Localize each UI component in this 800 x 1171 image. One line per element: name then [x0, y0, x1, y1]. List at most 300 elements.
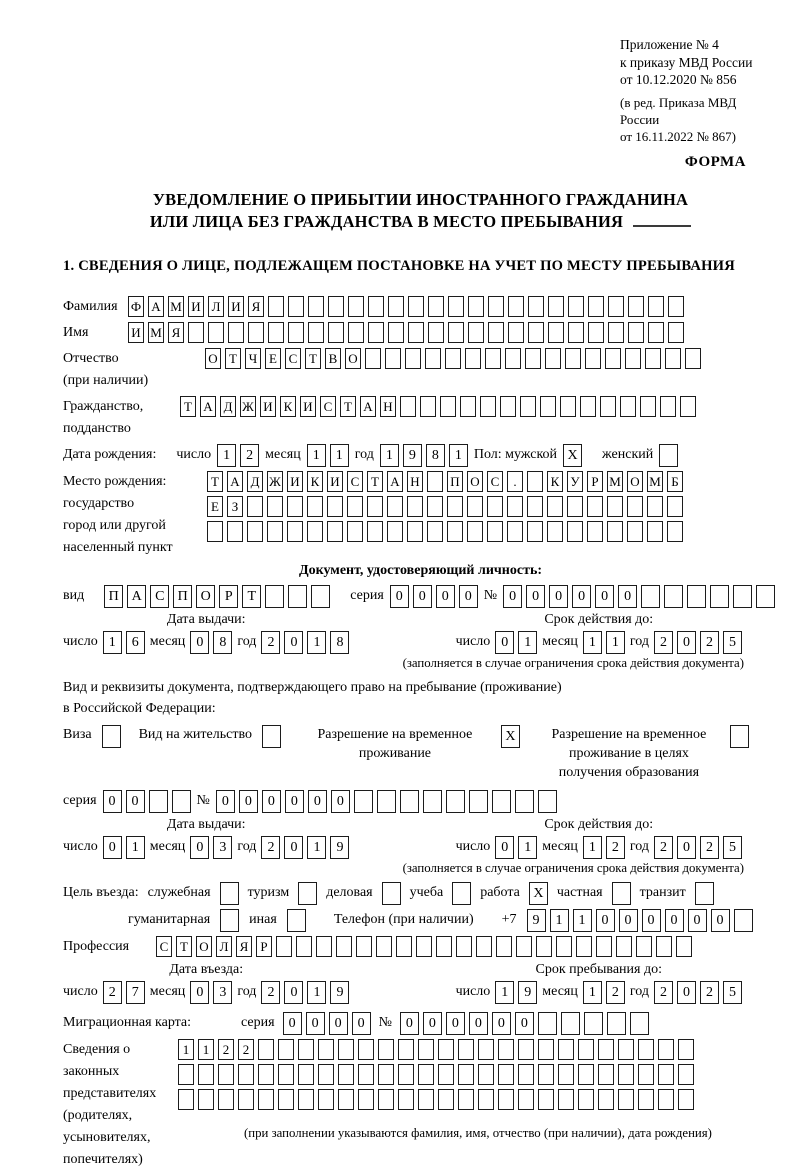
temp-residence-education-checkbox[interactable]: [730, 725, 749, 748]
char-cell[interactable]: 0: [469, 1012, 488, 1035]
char-cell[interactable]: [149, 790, 168, 813]
char-cell[interactable]: [600, 396, 616, 417]
char-cell[interactable]: 0: [262, 790, 281, 813]
phone-boxes[interactable]: [527, 909, 753, 932]
patronymic-boxes[interactable]: [205, 348, 701, 369]
char-cell[interactable]: [258, 1039, 274, 1060]
char-cell[interactable]: Т: [305, 348, 321, 369]
char-cell[interactable]: 6: [126, 631, 145, 654]
char-cell[interactable]: К: [547, 471, 563, 492]
char-cell[interactable]: [228, 322, 244, 343]
char-cell[interactable]: П: [447, 471, 463, 492]
char-cell[interactable]: 2: [700, 836, 719, 859]
char-cell[interactable]: 0: [306, 1012, 325, 1035]
char-cell[interactable]: [318, 1064, 334, 1085]
char-cell[interactable]: [518, 1064, 534, 1085]
mc-series-boxes[interactable]: [283, 1012, 371, 1035]
char-cell[interactable]: [238, 1064, 254, 1085]
char-cell[interactable]: 0: [190, 631, 209, 654]
char-cell[interactable]: 0: [459, 585, 478, 608]
char-cell[interactable]: 2: [700, 631, 719, 654]
char-cell[interactable]: [560, 396, 576, 417]
char-cell[interactable]: С: [285, 348, 301, 369]
stay-number-boxes[interactable]: [216, 790, 557, 813]
char-cell[interactable]: [638, 1039, 654, 1060]
char-cell[interactable]: [220, 882, 239, 905]
char-cell[interactable]: [438, 1039, 454, 1060]
char-cell[interactable]: [265, 585, 284, 608]
char-cell[interactable]: 9: [518, 981, 537, 1004]
char-cell[interactable]: 0: [352, 1012, 371, 1035]
char-cell[interactable]: [338, 1064, 354, 1085]
char-cell[interactable]: [208, 322, 224, 343]
char-cell[interactable]: [668, 296, 684, 317]
char-cell[interactable]: [485, 348, 501, 369]
char-cell[interactable]: Я: [248, 296, 264, 317]
char-cell[interactable]: [487, 521, 503, 542]
char-cell[interactable]: Н: [380, 396, 396, 417]
char-cell[interactable]: [311, 585, 330, 608]
char-cell[interactable]: [612, 882, 631, 905]
char-cell[interactable]: [356, 936, 372, 957]
char-cell[interactable]: [584, 1012, 603, 1035]
char-cell[interactable]: [730, 725, 749, 748]
char-cell[interactable]: С: [320, 396, 336, 417]
char-cell[interactable]: Р: [256, 936, 272, 957]
char-cell[interactable]: [198, 1064, 214, 1085]
char-cell[interactable]: 1: [583, 981, 602, 1004]
birth-year-boxes[interactable]: [380, 444, 468, 467]
birth-day-boxes[interactable]: [217, 444, 259, 467]
char-cell[interactable]: [460, 396, 476, 417]
char-cell[interactable]: [576, 936, 592, 957]
char-cell[interactable]: [498, 1064, 514, 1085]
char-cell[interactable]: 8: [330, 631, 349, 654]
char-cell[interactable]: [420, 396, 436, 417]
char-cell[interactable]: [268, 296, 284, 317]
char-cell[interactable]: [328, 322, 344, 343]
char-cell[interactable]: [598, 1064, 614, 1085]
stay-until-day[interactable]: [495, 981, 537, 1004]
char-cell[interactable]: Б: [667, 471, 683, 492]
char-cell[interactable]: [400, 396, 416, 417]
char-cell[interactable]: 0: [190, 836, 209, 859]
char-cell[interactable]: [507, 521, 523, 542]
char-cell[interactable]: 1: [449, 444, 468, 467]
char-cell[interactable]: [578, 1089, 594, 1110]
char-cell[interactable]: 3: [213, 836, 232, 859]
char-cell[interactable]: 1: [126, 836, 145, 859]
char-cell[interactable]: [358, 1064, 374, 1085]
char-cell[interactable]: 2: [261, 631, 280, 654]
char-cell[interactable]: 1: [583, 836, 602, 859]
char-cell[interactable]: П: [173, 585, 192, 608]
char-cell[interactable]: М: [607, 471, 623, 492]
citizenship-boxes[interactable]: [180, 396, 696, 417]
char-cell[interactable]: 0: [572, 585, 591, 608]
char-cell[interactable]: [308, 296, 324, 317]
char-cell[interactable]: У: [567, 471, 583, 492]
char-cell[interactable]: [288, 296, 304, 317]
char-cell[interactable]: И: [287, 471, 303, 492]
char-cell[interactable]: [618, 1089, 634, 1110]
char-cell[interactable]: [220, 909, 239, 932]
char-cell[interactable]: П: [104, 585, 123, 608]
char-cell[interactable]: [446, 790, 465, 813]
char-cell[interactable]: [607, 1012, 626, 1035]
char-cell[interactable]: 0: [677, 836, 696, 859]
char-cell[interactable]: О: [205, 348, 221, 369]
char-cell[interactable]: 0: [526, 585, 545, 608]
char-cell[interactable]: [298, 882, 317, 905]
char-cell[interactable]: [568, 322, 584, 343]
stay-valid-day[interactable]: [495, 836, 537, 859]
char-cell[interactable]: 0: [677, 981, 696, 1004]
char-cell[interactable]: О: [345, 348, 361, 369]
char-cell[interactable]: [316, 936, 332, 957]
doc-type-boxes[interactable]: [104, 585, 330, 608]
char-cell[interactable]: 0: [329, 1012, 348, 1035]
char-cell[interactable]: [198, 1089, 214, 1110]
char-cell[interactable]: [515, 790, 534, 813]
char-cell[interactable]: [588, 322, 604, 343]
char-cell[interactable]: 0: [190, 981, 209, 1004]
char-cell[interactable]: [687, 585, 706, 608]
char-cell[interactable]: [668, 322, 684, 343]
char-cell[interactable]: [423, 790, 442, 813]
char-cell[interactable]: 0: [665, 909, 684, 932]
char-cell[interactable]: И: [128, 322, 144, 343]
char-cell[interactable]: Ж: [267, 471, 283, 492]
char-cell[interactable]: [567, 521, 583, 542]
char-cell[interactable]: [447, 521, 463, 542]
char-cell[interactable]: 0: [284, 631, 303, 654]
char-cell[interactable]: [400, 790, 419, 813]
char-cell[interactable]: Л: [208, 296, 224, 317]
char-cell[interactable]: А: [200, 396, 216, 417]
char-cell[interactable]: [367, 496, 383, 517]
char-cell[interactable]: 2: [261, 981, 280, 1004]
char-cell[interactable]: [734, 909, 753, 932]
purpose-private-checkbox[interactable]: [612, 882, 631, 905]
char-cell[interactable]: [540, 396, 556, 417]
purpose-study-checkbox[interactable]: [452, 882, 471, 905]
char-cell[interactable]: [267, 521, 283, 542]
char-cell[interactable]: [547, 521, 563, 542]
char-cell[interactable]: [678, 1039, 694, 1060]
char-cell[interactable]: [438, 1064, 454, 1085]
char-cell[interactable]: [328, 296, 344, 317]
char-cell[interactable]: [427, 471, 443, 492]
char-cell[interactable]: [548, 296, 564, 317]
char-cell[interactable]: [518, 1089, 534, 1110]
doc-number-boxes[interactable]: [503, 585, 775, 608]
char-cell[interactable]: [695, 882, 714, 905]
char-cell[interactable]: [558, 1089, 574, 1110]
char-cell[interactable]: 0: [503, 585, 522, 608]
char-cell[interactable]: [658, 1039, 674, 1060]
char-cell[interactable]: 0: [284, 836, 303, 859]
char-cell[interactable]: 0: [595, 585, 614, 608]
char-cell[interactable]: [527, 521, 543, 542]
char-cell[interactable]: [656, 936, 672, 957]
char-cell[interactable]: [638, 1089, 654, 1110]
char-cell[interactable]: С: [156, 936, 172, 957]
char-cell[interactable]: 0: [103, 836, 122, 859]
char-cell[interactable]: [468, 322, 484, 343]
char-cell[interactable]: [607, 496, 623, 517]
char-cell[interactable]: 2: [654, 981, 673, 1004]
char-cell[interactable]: [625, 348, 641, 369]
char-cell[interactable]: Т: [340, 396, 356, 417]
char-cell[interactable]: 1: [198, 1039, 214, 1060]
char-cell[interactable]: [452, 882, 471, 905]
char-cell[interactable]: 2: [654, 631, 673, 654]
char-cell[interactable]: [447, 496, 463, 517]
char-cell[interactable]: [178, 1089, 194, 1110]
char-cell[interactable]: X: [501, 725, 520, 748]
doc-issue-day[interactable]: [103, 631, 145, 654]
char-cell[interactable]: 8: [213, 631, 232, 654]
char-cell[interactable]: [382, 882, 401, 905]
char-cell[interactable]: 1: [518, 836, 537, 859]
char-cell[interactable]: [348, 296, 364, 317]
char-cell[interactable]: [547, 496, 563, 517]
sex-male-checkbox[interactable]: [563, 444, 582, 467]
doc-valid-day[interactable]: [495, 631, 537, 654]
char-cell[interactable]: 0: [642, 909, 661, 932]
char-cell[interactable]: [398, 1089, 414, 1110]
char-cell[interactable]: [378, 1089, 394, 1110]
char-cell[interactable]: [458, 1089, 474, 1110]
char-cell[interactable]: [458, 1039, 474, 1060]
char-cell[interactable]: [558, 1039, 574, 1060]
char-cell[interactable]: [336, 936, 352, 957]
char-cell[interactable]: [296, 936, 312, 957]
doc-issue-year[interactable]: [261, 631, 349, 654]
char-cell[interactable]: [587, 496, 603, 517]
char-cell[interactable]: [558, 1064, 574, 1085]
char-cell[interactable]: [733, 585, 752, 608]
char-cell[interactable]: 1: [217, 444, 236, 467]
char-cell[interactable]: Я: [236, 936, 252, 957]
char-cell[interactable]: 1: [380, 444, 399, 467]
stay-until-month[interactable]: [583, 981, 625, 1004]
char-cell[interactable]: [408, 322, 424, 343]
char-cell[interactable]: Л: [216, 936, 232, 957]
char-cell[interactable]: [538, 1064, 554, 1085]
char-cell[interactable]: Д: [220, 396, 236, 417]
char-cell[interactable]: [647, 521, 663, 542]
char-cell[interactable]: 0: [423, 1012, 442, 1035]
char-cell[interactable]: [327, 496, 343, 517]
char-cell[interactable]: [488, 296, 504, 317]
sex-female-checkbox[interactable]: [659, 444, 678, 467]
char-cell[interactable]: И: [188, 296, 204, 317]
char-cell[interactable]: [276, 936, 292, 957]
doc-issue-month[interactable]: [190, 631, 232, 654]
char-cell[interactable]: [102, 725, 121, 748]
char-cell[interactable]: 1: [573, 909, 592, 932]
char-cell[interactable]: [467, 496, 483, 517]
char-cell[interactable]: 2: [606, 981, 625, 1004]
char-cell[interactable]: [616, 936, 632, 957]
doc-series-boxes[interactable]: [390, 585, 478, 608]
char-cell[interactable]: [628, 296, 644, 317]
char-cell[interactable]: 3: [213, 981, 232, 1004]
char-cell[interactable]: [561, 1012, 580, 1035]
char-cell[interactable]: [498, 1089, 514, 1110]
char-cell[interactable]: [388, 322, 404, 343]
char-cell[interactable]: [665, 348, 681, 369]
char-cell[interactable]: [396, 936, 412, 957]
char-cell[interactable]: [268, 322, 284, 343]
char-cell[interactable]: [358, 1089, 374, 1110]
char-cell[interactable]: [407, 496, 423, 517]
char-cell[interactable]: Р: [219, 585, 238, 608]
char-cell[interactable]: [685, 348, 701, 369]
char-cell[interactable]: [538, 790, 557, 813]
char-cell[interactable]: Ж: [240, 396, 256, 417]
char-cell[interactable]: [628, 322, 644, 343]
char-cell[interactable]: [518, 1039, 534, 1060]
legal-reps-boxes-1[interactable]: [178, 1039, 778, 1060]
char-cell[interactable]: [587, 521, 603, 542]
char-cell[interactable]: [287, 496, 303, 517]
char-cell[interactable]: [308, 322, 324, 343]
char-cell[interactable]: С: [150, 585, 169, 608]
char-cell[interactable]: [378, 1064, 394, 1085]
char-cell[interactable]: [480, 396, 496, 417]
char-cell[interactable]: Т: [207, 471, 223, 492]
char-cell[interactable]: X: [563, 444, 582, 467]
char-cell[interactable]: [508, 322, 524, 343]
char-cell[interactable]: [478, 1089, 494, 1110]
char-cell[interactable]: [476, 936, 492, 957]
char-cell[interactable]: 5: [723, 631, 742, 654]
char-cell[interactable]: [516, 936, 532, 957]
doc-valid-year[interactable]: [654, 631, 742, 654]
char-cell[interactable]: [418, 1089, 434, 1110]
char-cell[interactable]: [627, 496, 643, 517]
char-cell[interactable]: [578, 1064, 594, 1085]
char-cell[interactable]: Е: [207, 496, 223, 517]
char-cell[interactable]: [298, 1089, 314, 1110]
char-cell[interactable]: [407, 521, 423, 542]
char-cell[interactable]: [618, 1064, 634, 1085]
residence-permit-checkbox[interactable]: [262, 725, 281, 748]
char-cell[interactable]: [620, 396, 636, 417]
char-cell[interactable]: [527, 471, 543, 492]
char-cell[interactable]: 0: [495, 836, 514, 859]
char-cell[interactable]: [498, 1039, 514, 1060]
char-cell[interactable]: [408, 296, 424, 317]
birth-place-boxes-2[interactable]: [207, 496, 683, 517]
char-cell[interactable]: [465, 348, 481, 369]
char-cell[interactable]: [188, 322, 204, 343]
entry-year[interactable]: [261, 981, 349, 1004]
char-cell[interactable]: Т: [367, 471, 383, 492]
char-cell[interactable]: [425, 348, 441, 369]
char-cell[interactable]: [427, 496, 443, 517]
char-cell[interactable]: [659, 444, 678, 467]
char-cell[interactable]: [641, 585, 660, 608]
char-cell[interactable]: 1: [583, 631, 602, 654]
char-cell[interactable]: 0: [549, 585, 568, 608]
char-cell[interactable]: [365, 348, 381, 369]
char-cell[interactable]: [525, 348, 541, 369]
char-cell[interactable]: [248, 322, 264, 343]
char-cell[interactable]: [405, 348, 421, 369]
char-cell[interactable]: [427, 521, 443, 542]
char-cell[interactable]: [307, 496, 323, 517]
char-cell[interactable]: [227, 521, 243, 542]
char-cell[interactable]: И: [300, 396, 316, 417]
char-cell[interactable]: [258, 1089, 274, 1110]
char-cell[interactable]: [338, 1089, 354, 1110]
char-cell[interactable]: [598, 1089, 614, 1110]
char-cell[interactable]: [580, 396, 596, 417]
char-cell[interactable]: 7: [126, 981, 145, 1004]
char-cell[interactable]: [596, 936, 612, 957]
char-cell[interactable]: [676, 936, 692, 957]
char-cell[interactable]: [438, 1089, 454, 1110]
char-cell[interactable]: [648, 322, 664, 343]
char-cell[interactable]: [440, 396, 456, 417]
char-cell[interactable]: [388, 296, 404, 317]
temp-residence-checkbox[interactable]: [501, 725, 520, 748]
char-cell[interactable]: [496, 936, 512, 957]
surname-boxes[interactable]: [128, 296, 684, 317]
char-cell[interactable]: [565, 348, 581, 369]
char-cell[interactable]: [645, 348, 661, 369]
mc-number-boxes[interactable]: [400, 1012, 649, 1035]
char-cell[interactable]: О: [467, 471, 483, 492]
char-cell[interactable]: [267, 496, 283, 517]
char-cell[interactable]: 1: [178, 1039, 194, 1060]
char-cell[interactable]: 1: [495, 981, 514, 1004]
char-cell[interactable]: 1: [518, 631, 537, 654]
char-cell[interactable]: [658, 1089, 674, 1110]
char-cell[interactable]: 0: [618, 585, 637, 608]
char-cell[interactable]: 2: [103, 981, 122, 1004]
char-cell[interactable]: Д: [247, 471, 263, 492]
char-cell[interactable]: [172, 790, 191, 813]
char-cell[interactable]: 0: [446, 1012, 465, 1035]
char-cell[interactable]: [278, 1039, 294, 1060]
char-cell[interactable]: Н: [407, 471, 423, 492]
stay-valid-month[interactable]: [583, 836, 625, 859]
char-cell[interactable]: [298, 1064, 314, 1085]
char-cell[interactable]: 2: [700, 981, 719, 1004]
char-cell[interactable]: 2: [218, 1039, 234, 1060]
first-name-boxes[interactable]: [128, 322, 684, 343]
char-cell[interactable]: [608, 322, 624, 343]
char-cell[interactable]: [640, 396, 656, 417]
char-cell[interactable]: Т: [180, 396, 196, 417]
char-cell[interactable]: 0: [413, 585, 432, 608]
char-cell[interactable]: [605, 348, 621, 369]
char-cell[interactable]: [478, 1064, 494, 1085]
char-cell[interactable]: [436, 936, 452, 957]
char-cell[interactable]: [588, 296, 604, 317]
char-cell[interactable]: 0: [688, 909, 707, 932]
char-cell[interactable]: Р: [587, 471, 603, 492]
entry-day[interactable]: [103, 981, 145, 1004]
char-cell[interactable]: А: [148, 296, 164, 317]
char-cell[interactable]: [536, 936, 552, 957]
char-cell[interactable]: [528, 322, 544, 343]
